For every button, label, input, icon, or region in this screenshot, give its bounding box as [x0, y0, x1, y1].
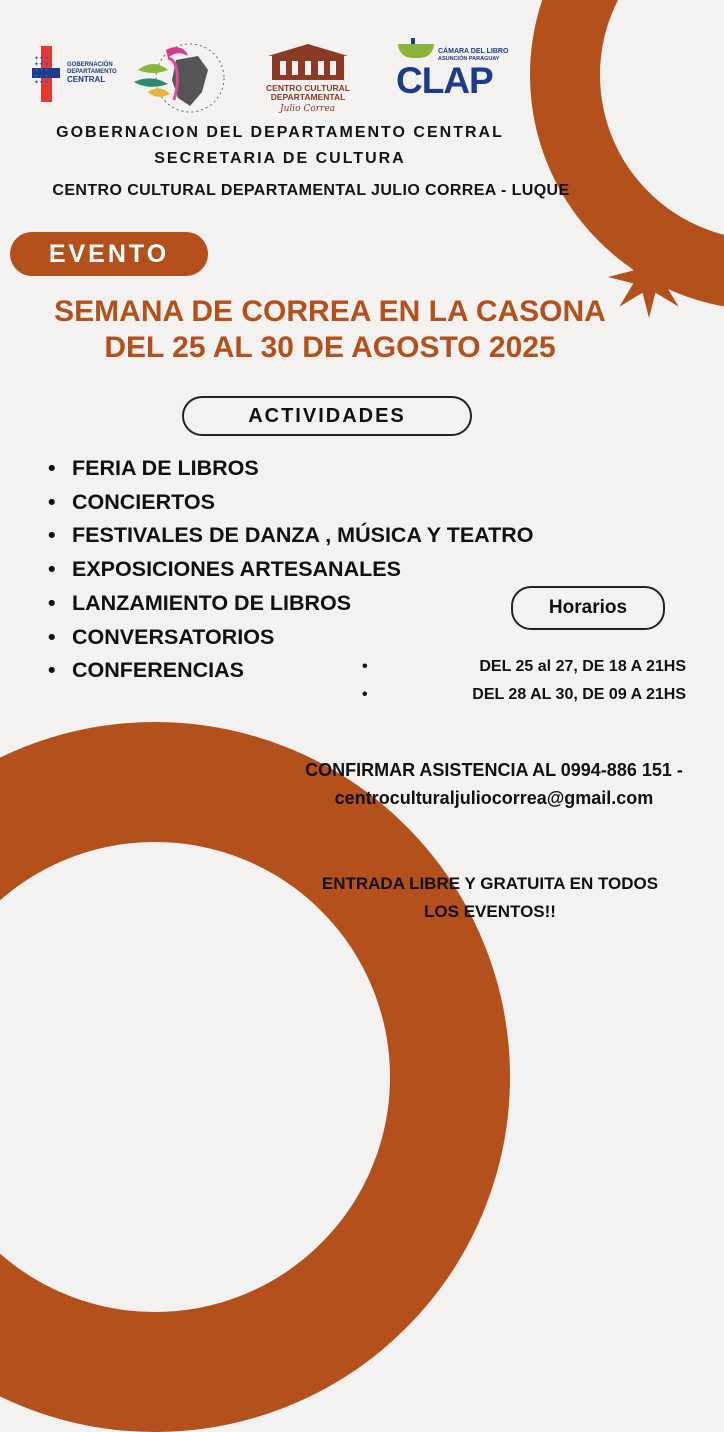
centro-cultural-logo-text-1: CENTRO CULTURAL: [266, 83, 350, 93]
centro-cultural-logo: [262, 42, 354, 120]
header-organization: [0, 120, 560, 172]
event-title: [0, 294, 660, 366]
gobernacion-logo-text-1: GOBERNACIÓN: [67, 62, 113, 68]
secretaria-cultura-logo: [128, 40, 232, 118]
contact-email: centroculturaljuliocorrea@gmail.com: [334, 788, 654, 808]
gobernacion-central-logo: [34, 44, 118, 104]
free-entry-line-1: ENTRADA LIBRE Y GRATUITA EN TODOS: [321, 874, 659, 893]
bullet-icon: •: [362, 686, 368, 703]
header-line-1: GOBERNACION DEL DEPARTAMENTO CENTRAL: [56, 124, 504, 141]
activity-item: • LANZAMIENTO DE LIBROS: [48, 587, 648, 621]
event-title-line-1: SEMANA DE CORREA EN LA CASONA: [54, 295, 606, 328]
contact-info: [266, 756, 722, 812]
ship-icon: [398, 44, 434, 58]
activity-item: • EXPOSICIONES ARTESANALES: [48, 553, 648, 587]
header-line-3: CENTRO CULTURAL DEPARTAMENTAL JULIO CORREA - LUQUE: [52, 182, 570, 199]
stars-icon: ✦✦✦ ✦✦✦ ✦✦✦ ✦✦✦ ✦✦✦: [34, 56, 50, 86]
gobernacion-logo-text-2: DEPARTAMENTO: [67, 69, 117, 75]
schedule-item: [362, 684, 702, 712]
clap-logo: [394, 38, 516, 102]
gobernacion-logo-text-3: CENTRAL: [67, 75, 106, 84]
contact-phone: CONFIRMAR ASISTENCIA AL 0994-886 151 -: [305, 760, 683, 780]
free-entry-note: [270, 870, 710, 926]
bullet-icon: •: [362, 658, 368, 675]
centro-cultural-logo-text-2: DEPARTAMENTAL: [270, 92, 346, 102]
activity-item: • FESTIVALES DE DANZA , MÚSICA Y TEATRO: [48, 519, 648, 553]
event-title-line-2: DEL 25 AL 30 DE AGOSTO 2025: [104, 331, 556, 364]
schedule-item-text: DEL 28 AL 30, DE 09 A 21HS: [472, 686, 686, 703]
actividades-heading: ACTIVIDADES: [182, 396, 472, 436]
centro-cultural-logo-signature: Julio Correa: [280, 104, 336, 114]
schedule-item-text: DEL 25 al 27, DE 18 A 21HS: [479, 658, 686, 675]
activity-item: • CONFERENCIAS: [48, 654, 648, 688]
clap-logo-line1: CÁMARA DEL LIBRO: [438, 48, 509, 55]
horarios-list: [362, 656, 702, 712]
clap-logo-wordmark: CLAP: [396, 60, 493, 101]
header-line-2: SECRETARIA DE CULTURA: [154, 150, 406, 167]
clap-logo-line2: ASUNCIÓN PARAGUAY: [438, 56, 500, 62]
activity-item: • FERIA DE LIBROS: [48, 452, 648, 486]
evento-badge: EVENTO: [10, 232, 208, 276]
actividades-list: [48, 452, 648, 688]
free-entry-line-2: LOS EVENTOS!!: [424, 902, 556, 921]
schedule-item: [362, 656, 702, 684]
activity-item: • CONCIERTOS: [48, 486, 648, 520]
horarios-heading: Horarios: [511, 586, 665, 630]
activity-item: • CONVERSATORIOS: [48, 621, 648, 655]
decorative-ring-bottom: [0, 722, 510, 1432]
